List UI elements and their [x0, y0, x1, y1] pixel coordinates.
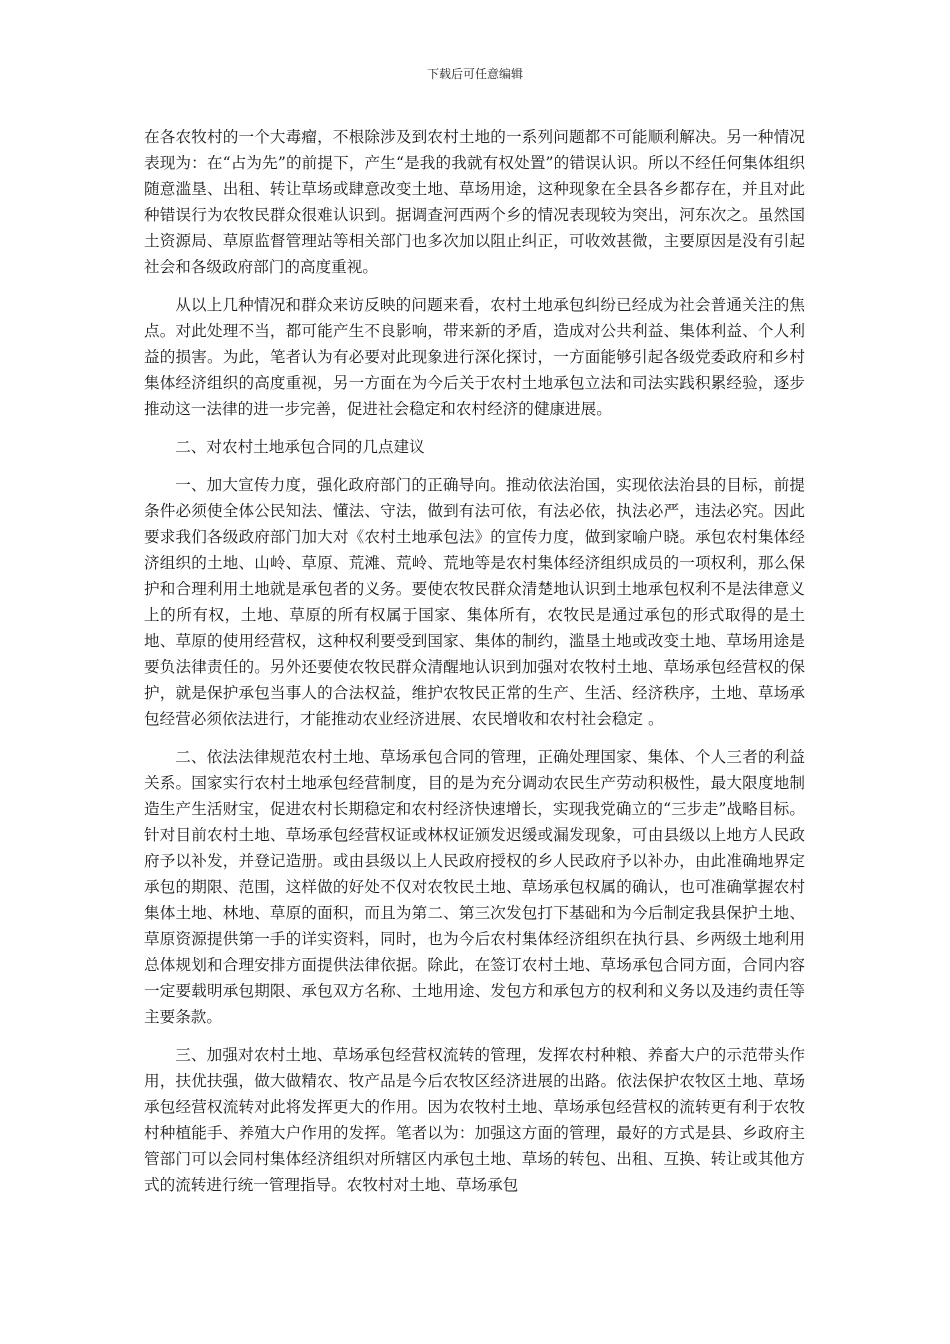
- section-heading: 二、对农村土地承包合同的几点建议: [175, 438, 425, 456]
- page-header: 下载后可任意编辑: [426, 67, 523, 81]
- paragraph-suggestion-3: 三、加强对农村土地、草场承包经营权流转的管理，发挥农村种粮、养畜大户的示范带头作用，扶优扶强，做大做精农、牧产品是今后农牧区经济进展的出路。依法保护农牧区土地、草场承包经营权流转对此将发挥更大的作用。因为农牧村土地、草场承包经营权的流转更有利于农牧村种植能手、养殖大户作用的发挥。笔者以为：加强这方面的管理，最好的方式是县、乡政府主管部门可以会同村集体经济组织对所辖区内承包土地、草场的转包、出租、互换、转让或其他方式的流转进行统一管理指导。农牧村对土地、草场承包: [144, 1046, 805, 1194]
- paragraph-continuation: 在各农牧村的一个大毒瘤，不根除涉及到农村土地的一系列问题都不可能顺利解决。另一种情况表现为：在“占为先”的前提下，产生“是我的我就有权处置”的错误认识。所以不经任何集体组织随意滥垦、出租、转让草场或肆意改变土地、草场用途，这种现象在全县各乡都存在，并且对此种错误行为农牧民群众很难认识到。据调查河西两个乡的情况表现较为突出，河东次之。虽然国土资源局、草原监督管理站等相关部门也多次加以阻止纠正，可收效甚微，主要原因是没有引起社会和各级政府部门的高度重视。: [144, 128, 805, 276]
- paragraph-analysis: 从以上几种情况和群众来访反映的问题来看，农村土地承包纠纷已经成为社会普通关注的焦点。对此处理不当，都可能产生不良影响，带来新的矛盾，造成对公共利益、集体利益、个人利益的损害。为此，笔者认为有必要对此现象进行深化探讨，一方面能够引起各级党委政府和乡村集体经济组织的高度重视，另一方面在为今后关于农村土地承包立法和司法实践积累经验，逐步推动这一法律的进一步完善，促进社会稳定和农村经济的健康进展。: [144, 296, 805, 418]
- paragraph-suggestion-1: 一、加大宣传力度，强化政府部门的正确导向。推动依法治国，实现依法治县的目标，前提条件必须使全体公民知法、懂法、守法，做到有法可依，有法必依，执法必严，违法必究。因此要求我们各级政府部门加大对《农村土地承包法》的宣传力度，做到家喻户晓。承包农村集体经济组织的土地、山岭、草原、荒滩、荒岭、荒地等是农村集体经济组织成员的一项权利，那么保护和合理利用土地就是承包者的义务。要使农牧民群众清楚地认识到土地承包权利不是法律意义上的所有权，土地、草原的所有权属于国家、集体所有，农牧民是通过承包的形式取得的是土地、草原的使用经营权，这种权利要受到国家、集体的制约，滥垦土地或改变土地、草场用途是要负法律责任的。另外还要使农牧民群众清醒地认识到加强对农牧村土地、草场承包经营权的保护，就是保护承包当事人的合法权益，维护农牧民正常的生产、生活、经济秩序，土地、草场承包经营必须依法进行，才能推动农业经济进展、农民增收和农村社会稳定 。: [144, 476, 805, 728]
- document-body: [144, 124, 805, 1210]
- paragraph-suggestion-2: 二、依法法律规范农村土地、草场承包合同的管理，正确处理国家、集体、个人三者的利益关系。国家实行农村土地承包经营制度，目的是为充分调动农民生产劳动积极性，最大限度地制造生产生活财宝，促进农村长期稳定和农村经济快速增长，实现我党确立的“三步走”战略目标。针对目前农村土地、草场承包经营权证或林权证颁发迟缓或漏发现象，可由县级以上地方人民政府予以补发，并登记造册。或由县级以上人民政府授权的乡人民政府予以补办，由此准确地界定承包的期限、范围，这样做的好处不仅对农牧民土地、草场承包权属的确认，也可准确掌握农村集体土地、林地、草原的面积，而且为第二、第三次发包打下基础和为今后制定我县保护土地、草原资源提供第一手的详实资料，同时，也为今后农村集体经济组织在执行县、乡两级土地利用总体规划和合理安排方面提供法律依据。除此，在签订农村土地、草场承包合同方面，合同内容一定要载明承包期限、承包双方名称、土地用途、发包方和承包方的权利和义务以及违约责任等主要条款。: [144, 748, 805, 1026]
